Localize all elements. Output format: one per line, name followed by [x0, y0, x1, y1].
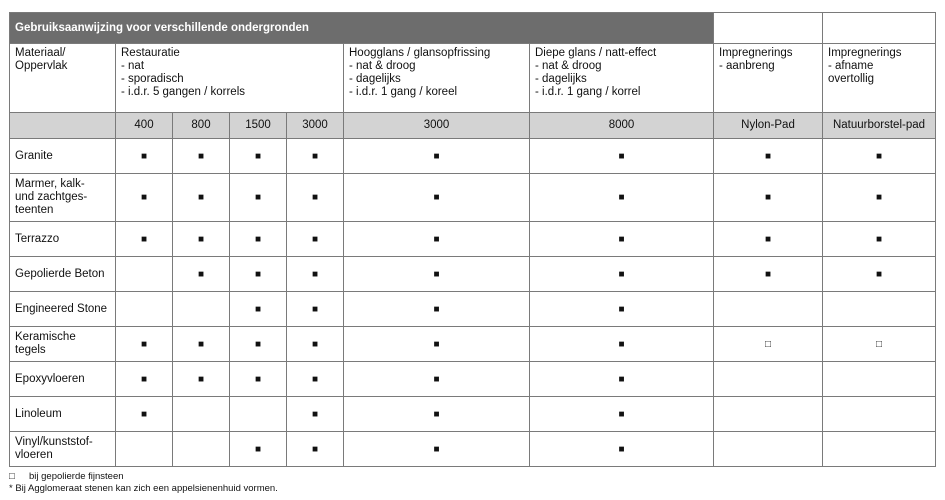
filled-square-icon: ■	[714, 257, 823, 292]
empty-cell	[116, 257, 173, 292]
open-square-icon: □	[9, 471, 15, 482]
material-cell	[10, 432, 116, 467]
material-label: Terrazzo	[15, 232, 60, 245]
filled-square-icon: ■	[530, 397, 714, 432]
group-header-label: Impregnerings - afname overtollig	[828, 47, 902, 85]
footnote-asterisk: * Bij Agglomeraat stenen kan zich een appelsienenhuid vormen.	[9, 483, 278, 494]
empty-cell	[714, 362, 823, 397]
group-header-impregnering-afname	[823, 44, 936, 113]
material-cell	[10, 139, 116, 174]
filled-square-icon: ■	[173, 362, 230, 397]
empty-cell	[714, 397, 823, 432]
material-label: Linoleum	[15, 407, 62, 420]
group-header-impregnering-aanbreng	[714, 44, 823, 113]
header-row	[10, 44, 936, 113]
table-row	[10, 139, 936, 174]
subheader-row	[10, 113, 936, 139]
filled-square-icon: ■	[344, 174, 530, 222]
material-label: Marmer, kalk- und zachtges- teenten	[15, 178, 88, 216]
filled-square-icon: ■	[287, 139, 344, 174]
table-row	[10, 222, 936, 257]
filled-square-icon: ■	[230, 139, 287, 174]
filled-square-icon: ■	[173, 222, 230, 257]
grit-1500: 1500	[230, 113, 287, 139]
filled-square-icon: ■	[530, 432, 714, 467]
table-row	[10, 432, 936, 467]
filled-square-icon: ■	[344, 327, 530, 362]
open-square-icon: □	[823, 327, 936, 362]
material-label: Granite	[15, 149, 53, 162]
subheader-blank-cell	[10, 113, 116, 139]
filled-square-icon: ■	[344, 257, 530, 292]
table-row	[10, 362, 936, 397]
group-header-restauratie	[116, 44, 344, 113]
material-label: Epoxyvloeren	[15, 372, 85, 385]
filled-square-icon: ■	[116, 362, 173, 397]
filled-square-icon: ■	[230, 432, 287, 467]
footnote-open-square-text: bij gepolierde fijnsteen	[29, 471, 124, 482]
empty-cell	[714, 292, 823, 327]
empty-cell	[173, 292, 230, 327]
material-label: Engineered Stone	[15, 302, 108, 315]
title-row	[10, 13, 936, 44]
filled-square-icon: ■	[344, 139, 530, 174]
filled-square-icon: ■	[823, 139, 936, 174]
filled-square-icon: ■	[173, 174, 230, 222]
empty-cell	[823, 397, 936, 432]
filled-square-icon: ■	[714, 139, 823, 174]
filled-square-icon: ■	[230, 222, 287, 257]
empty-cell	[230, 397, 287, 432]
empty-cell	[173, 432, 230, 467]
group-header-label: Hoogglans / glansopfrissing - nat & droog - dagelijks - i.d.r. 1 gang / koreel	[349, 47, 491, 98]
table-title: Gebruiksaanwijzing voor verschillende ondergronden	[10, 13, 714, 44]
filled-square-icon: ■	[116, 397, 173, 432]
title-blank-cell	[714, 13, 823, 44]
grit-3000-hoogglans: 3000	[344, 113, 530, 139]
filled-square-icon: ■	[116, 327, 173, 362]
group-header-label: Restauratie - nat - sporadisch - i.d.r. 5 gangen / korrels	[121, 47, 246, 98]
filled-square-icon: ■	[173, 139, 230, 174]
grit-8000: 8000	[530, 113, 714, 139]
empty-cell	[823, 292, 936, 327]
filled-square-icon: ■	[287, 432, 344, 467]
filled-square-icon: ■	[287, 292, 344, 327]
filled-square-icon: ■	[116, 222, 173, 257]
empty-cell	[116, 432, 173, 467]
group-header-diepe-glans	[530, 44, 714, 113]
filled-square-icon: ■	[530, 174, 714, 222]
group-header-hoogglans	[344, 44, 530, 113]
filled-square-icon: ■	[230, 257, 287, 292]
filled-square-icon: ■	[530, 139, 714, 174]
filled-square-icon: ■	[230, 292, 287, 327]
filled-square-icon: ■	[530, 362, 714, 397]
group-header-label: Impregnerings - aanbreng	[719, 47, 793, 72]
filled-square-icon: ■	[344, 222, 530, 257]
empty-cell	[823, 432, 936, 467]
filled-square-icon: ■	[287, 257, 344, 292]
filled-square-icon: ■	[344, 362, 530, 397]
empty-cell	[823, 362, 936, 397]
material-label: Keramische tegels	[15, 331, 76, 356]
filled-square-icon: ■	[530, 257, 714, 292]
filled-square-icon: ■	[116, 139, 173, 174]
material-cell	[10, 362, 116, 397]
filled-square-icon: ■	[287, 327, 344, 362]
footnotes	[9, 471, 278, 495]
natuurborstel-pad: Natuurborstel-pad	[823, 113, 936, 139]
group-header-label: Diepe glans / natt-effect - nat & droog - dagelijks - i.d.r. 1 gang / korrel	[535, 47, 657, 98]
filled-square-icon: ■	[714, 174, 823, 222]
open-square-icon: □	[714, 327, 823, 362]
material-header-label: Materiaal/ Oppervlak	[15, 47, 68, 72]
filled-square-icon: ■	[173, 327, 230, 362]
usage-table	[9, 12, 936, 467]
grit-3000: 3000	[287, 113, 344, 139]
material-cell	[10, 174, 116, 222]
table-row	[10, 257, 936, 292]
filled-square-icon: ■	[173, 257, 230, 292]
title-blank-cell	[823, 13, 936, 44]
material-cell	[10, 397, 116, 432]
filled-square-icon: ■	[823, 222, 936, 257]
table-row	[10, 327, 936, 362]
nylon-pad: Nylon-Pad	[714, 113, 823, 139]
filled-square-icon: ■	[287, 362, 344, 397]
filled-square-icon: ■	[116, 174, 173, 222]
filled-square-icon: ■	[287, 174, 344, 222]
material-label: Gepolierde Beton	[15, 267, 105, 280]
filled-square-icon: ■	[714, 222, 823, 257]
filled-square-icon: ■	[230, 174, 287, 222]
filled-square-icon: ■	[530, 222, 714, 257]
table-row	[10, 174, 936, 222]
grit-400: 400	[116, 113, 173, 139]
empty-cell	[173, 397, 230, 432]
material-label: Vinyl/kunststof- vloeren	[15, 436, 93, 461]
empty-cell	[116, 292, 173, 327]
filled-square-icon: ■	[230, 362, 287, 397]
filled-square-icon: ■	[344, 292, 530, 327]
filled-square-icon: ■	[823, 257, 936, 292]
filled-square-icon: ■	[287, 222, 344, 257]
filled-square-icon: ■	[530, 292, 714, 327]
filled-square-icon: ■	[344, 397, 530, 432]
material-cell	[10, 327, 116, 362]
table-row	[10, 292, 936, 327]
material-cell	[10, 222, 116, 257]
empty-cell	[714, 432, 823, 467]
filled-square-icon: ■	[344, 432, 530, 467]
material-header	[10, 44, 116, 113]
filled-square-icon: ■	[530, 327, 714, 362]
table-row	[10, 397, 936, 432]
filled-square-icon: ■	[287, 397, 344, 432]
footnote-open-square	[9, 471, 278, 483]
filled-square-icon: ■	[230, 327, 287, 362]
filled-square-icon: ■	[823, 174, 936, 222]
material-cell	[10, 257, 116, 292]
grit-800: 800	[173, 113, 230, 139]
material-cell	[10, 292, 116, 327]
